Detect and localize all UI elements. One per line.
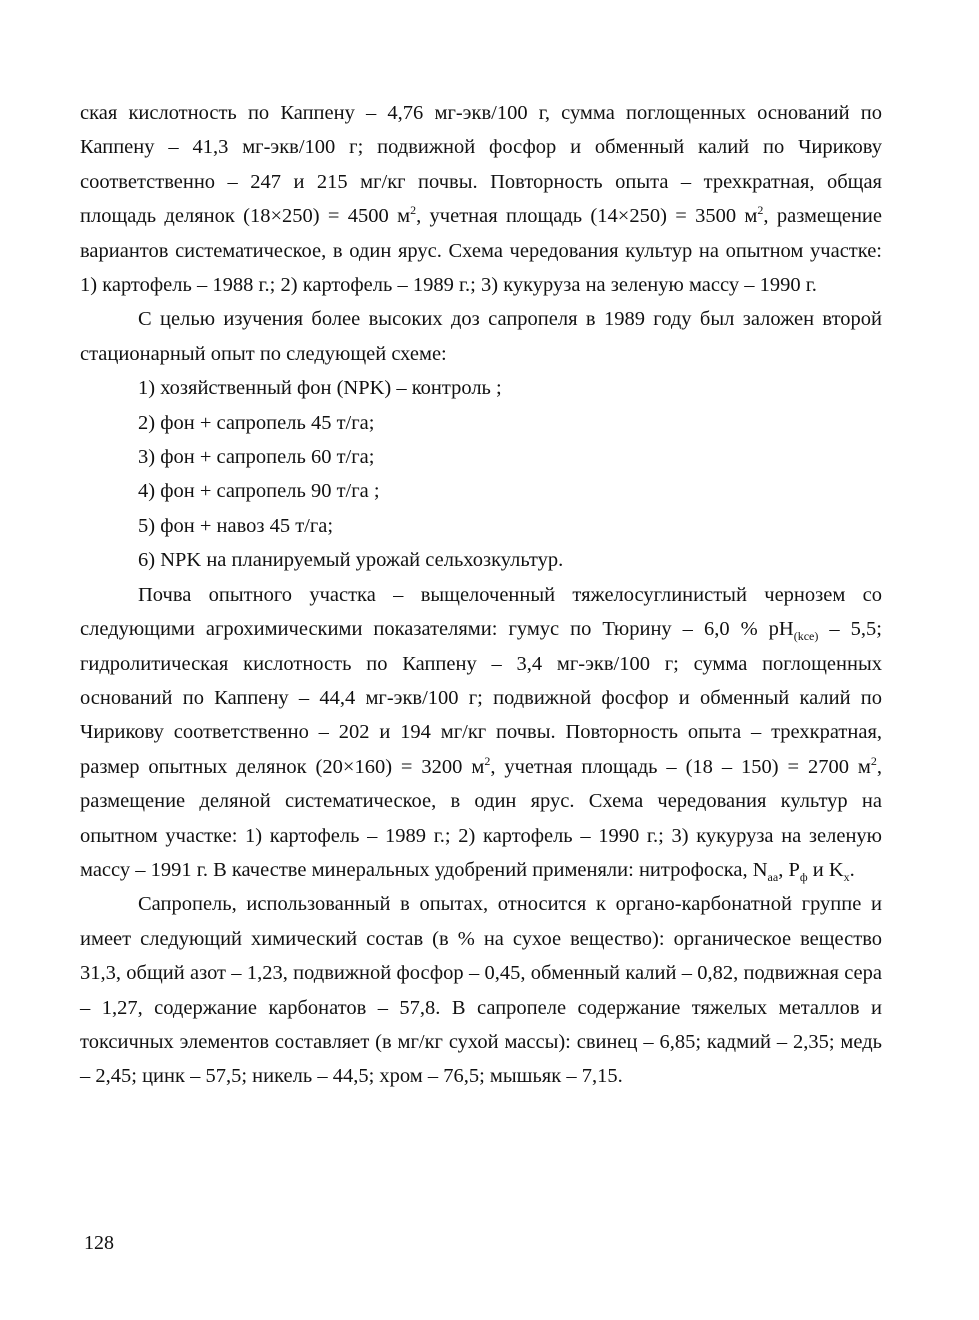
superscript: 2 xyxy=(484,753,491,768)
scheme-item: 4) фон + сапропель 90 т/га ; xyxy=(138,480,380,503)
paragraph-3-text: – 5,5; гидролитическая кислотность по Каппену – 3,4 мг-экв/100 г; сумма поглощенных оснований по Каппену – 44,4 мг-экв/100 г; подвижной фосфор и обменный калий по Чирикову соответственно – 202 и 194 мг/кг почвы. Повторность опыта – трехкратная, размер опытных делянок (20×160) = 3200 м xyxy=(80,618,882,778)
scheme-item: 6) NPK на планируемый урожай сельхозкультур. xyxy=(138,549,564,572)
scheme-item: 1) хозяйственный фон (NPK) – контроль ; xyxy=(138,377,502,400)
paragraph-1-text: , размещение вариантов систематическое, в один ярус. Схема чередования культур на опытном участке: 1) картофель – 1988 г.; 2) картофель – 1989 г.; 3) кукуруза на зеленую массу – 1990 г. xyxy=(80,205,883,297)
page-number: 128 xyxy=(84,1232,114,1254)
scheme-item: 3) фон + сапропель 60 т/га; xyxy=(138,446,375,469)
subscript: (kce) xyxy=(793,629,819,644)
superscript: 2 xyxy=(757,203,764,218)
paragraph-1 xyxy=(80,96,882,302)
superscript: 2 xyxy=(870,753,877,768)
superscript: 2 xyxy=(410,203,417,218)
paragraph-1-text: ская кислотность по Каппену – 4,76 мг-экв/100 г, сумма поглощенных оснований по Каппену – 41,3 мг-экв/100 г; подвижной фосфор и обменный калий по Чирикову соответственно – 247 и 215 мг/кг почвы. Повторность опыта – трехкратная, общая площадь делянок (18×250) = 4500 м xyxy=(80,102,882,228)
body-text xyxy=(80,96,882,1094)
experiment-scheme-list xyxy=(80,371,882,577)
paragraph-1-text: , учетная площадь (14×250) = 3500 м xyxy=(416,205,758,228)
subscript: ф xyxy=(799,870,808,885)
paragraph-3-text: . xyxy=(849,858,855,881)
paragraph-4: Сапропель, использованный в опытах, относится к органо-карбонатной группе и имеет следующий химический состав (в % на сухое вещество): органическое вещество 31,3, общий азот – 1,23, подвижной фосфор – 0,45, обменный калий – 0,82, подвижная сера – 1,27, содержание карбонатов – 57,8. В сапропеле содержание тяжелых металлов и токсичных элементов составляет (в мг/кг сухой массы): свинец – 6,85; кадмий – 2,35; медь – 2,45; цинк – 57,5; никель – 44,5; хром – 76,5; мышьяк – 7,15. xyxy=(80,893,882,1088)
paragraph-3-text: Почва опытного участка – выщелоченный тяжелосуглинистый чернозем со следующими агрохимическими показателями: гумус по Тюрину – 6,0 % pH xyxy=(80,583,882,641)
subscript: аа xyxy=(767,870,779,885)
paragraph-3-text: , P xyxy=(778,858,800,881)
paragraph-2: С целью изучения более высоких доз сапропеля в 1989 году был заложен второй стационарный опыт по следующей схеме: xyxy=(80,308,882,365)
paragraph-3-text: , учетная площадь – (18 – 150) = 2700 м xyxy=(490,755,871,778)
paragraph-3 xyxy=(80,578,882,888)
paragraph-3-text: и K xyxy=(807,858,844,881)
scheme-item: 2) фон + сапропель 45 т/га; xyxy=(138,411,375,434)
scheme-item: 5) фон + навоз 45 т/га; xyxy=(138,514,334,537)
subscript: х xyxy=(843,870,850,885)
paragraph-3-text: , размещение деляной систематическое, в один ярус. Схема чередования культур на опытном участке: 1) картофель – 1989 г.; 2) картофель – 1990 г.; 3) кукуруза на зеленую массу – 1991 г. В качестве минеральных удобрений применяли: нитрофоска, N xyxy=(80,755,882,881)
